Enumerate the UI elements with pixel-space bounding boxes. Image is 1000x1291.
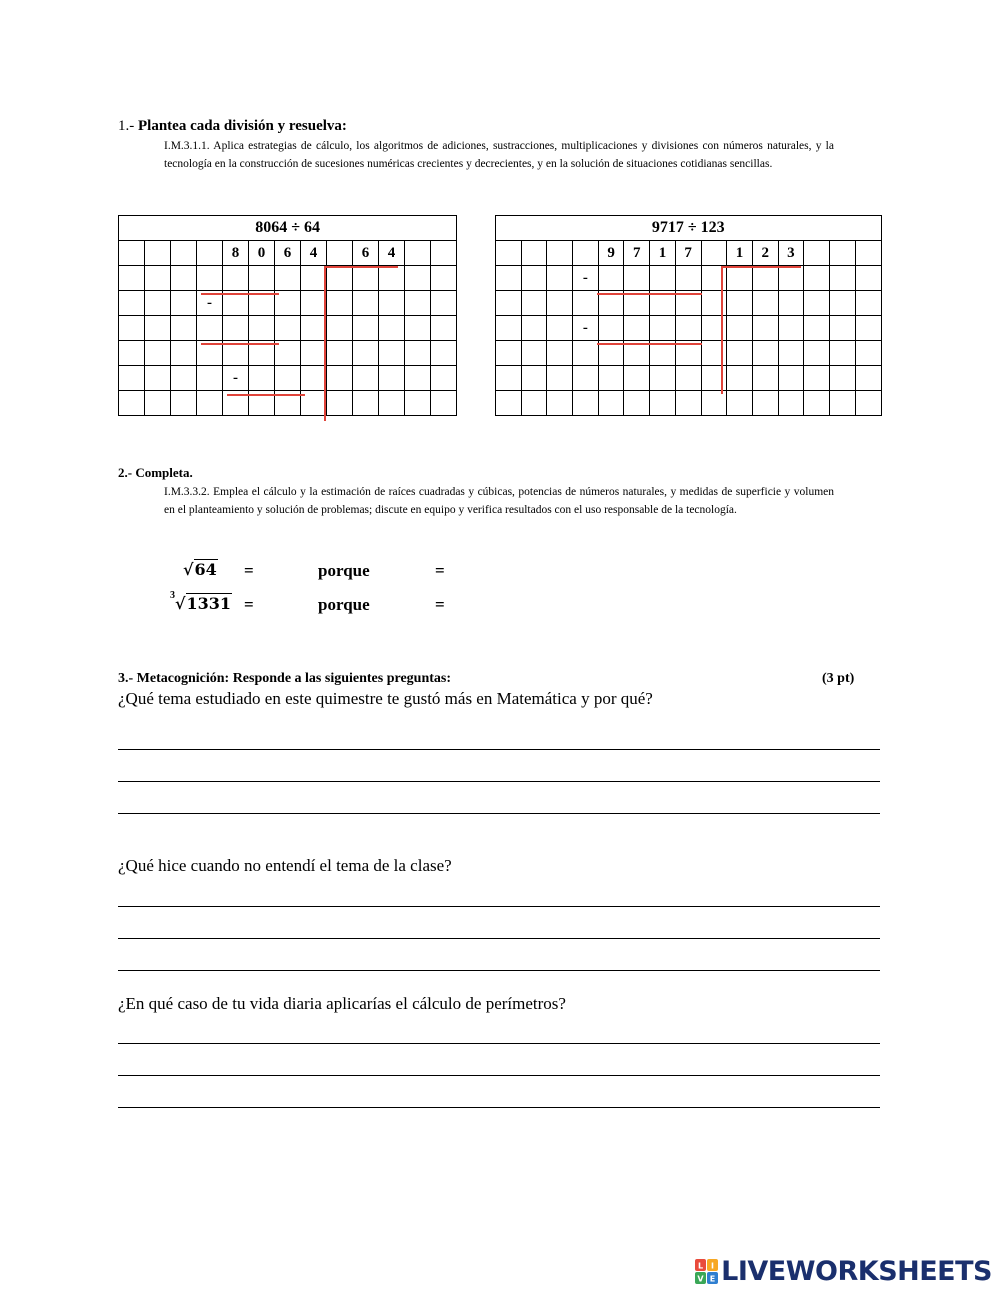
grid-cell[interactable]	[778, 391, 804, 416]
answer-line[interactable]	[118, 1107, 880, 1108]
grid-cell[interactable]	[301, 316, 327, 341]
grid-cell[interactable]	[496, 366, 522, 391]
dividend-digit: 0	[249, 241, 275, 266]
grid-cell[interactable]	[855, 241, 881, 266]
liveworksheets-logo-icon	[695, 1259, 719, 1285]
subtraction-line	[201, 293, 279, 295]
divisor-digit: 4	[379, 241, 405, 266]
grid-cell[interactable]	[829, 391, 855, 416]
grid-cell[interactable]	[379, 391, 405, 416]
grid-cell[interactable]	[521, 316, 547, 341]
divisor-digit: 6	[353, 241, 379, 266]
grid-cell[interactable]	[804, 316, 830, 341]
grid-cell[interactable]	[675, 316, 701, 341]
division-grid-1	[118, 215, 457, 416]
grid-cell[interactable]	[521, 341, 547, 366]
grid-cell[interactable]	[301, 291, 327, 316]
grid-cell[interactable]	[405, 391, 431, 416]
minus-sign: -	[223, 366, 249, 391]
dividend-digit: 7	[675, 241, 701, 266]
grid-cell[interactable]	[804, 366, 830, 391]
grid-cell[interactable]	[727, 366, 753, 391]
grid-cell[interactable]	[145, 266, 171, 291]
grid-cell[interactable]	[119, 341, 145, 366]
grid-cell[interactable]	[624, 366, 650, 391]
divisor-digit: 1	[727, 241, 753, 266]
grid-cell[interactable]	[301, 366, 327, 391]
grid-cell[interactable]	[171, 341, 197, 366]
minus-sign: -	[573, 316, 599, 341]
grid-cell[interactable]	[804, 266, 830, 291]
grid-cell[interactable]	[275, 366, 301, 391]
grid-cell[interactable]	[675, 391, 701, 416]
grid-cell[interactable]	[829, 241, 855, 266]
grid-cell[interactable]	[727, 316, 753, 341]
svg-text:E: E	[709, 1274, 716, 1283]
grid-cell[interactable]	[171, 366, 197, 391]
grid-cell[interactable]	[521, 391, 547, 416]
grid-cell[interactable]	[431, 241, 457, 266]
grid-cell[interactable]	[353, 291, 379, 316]
section1-title: Plantea cada división y resuelva:	[138, 118, 347, 134]
grid-cell[interactable]	[327, 341, 353, 366]
grid-cell[interactable]	[379, 341, 405, 366]
grid-cell[interactable]	[171, 316, 197, 341]
grid-cell[interactable]	[547, 391, 573, 416]
section1-heading	[118, 118, 347, 135]
grid-cell[interactable]	[496, 316, 522, 341]
answer-line[interactable]	[118, 938, 880, 939]
grid-cell[interactable]	[405, 366, 431, 391]
grid-cell[interactable]	[573, 241, 599, 266]
dividend-digit: 6	[275, 241, 301, 266]
svg-text:V: V	[697, 1274, 704, 1283]
grid-cell[interactable]	[829, 316, 855, 341]
grid-cell[interactable]	[496, 291, 522, 316]
grid-cell[interactable]	[249, 266, 275, 291]
grid-cell[interactable]	[521, 366, 547, 391]
grid-cell[interactable]	[405, 316, 431, 341]
question-1: ¿Qué tema estudiado en este quimestre te gustó más en Matemática y por qué?	[118, 689, 653, 708]
grid-cell[interactable]	[145, 341, 171, 366]
section1-indicator: I.M.3.1.1. Aplica estrategias de cálculo, los algoritmos de adiciones, sustracciones, multiplicaciones y divisiones con números naturales, y la tecnología en la construcción de sucesiones numéricas crecientes y decrecientes, y en la solución de situaciones cotidianas sencillas.	[164, 140, 834, 170]
grid-cell[interactable]	[301, 266, 327, 291]
division-bracket-horizontal	[723, 266, 801, 268]
grid-cell[interactable]	[804, 291, 830, 316]
division-bracket-horizontal	[326, 266, 398, 268]
grid-cell[interactable]	[145, 241, 171, 266]
equals-sign: =	[244, 595, 254, 614]
grid-cell[interactable]	[650, 366, 676, 391]
grid-cell[interactable]	[171, 241, 197, 266]
grid-cell[interactable]	[379, 266, 405, 291]
question-3: ¿En qué caso de tu vida diaria aplicarías el cálculo de perímetros?	[118, 994, 566, 1013]
grid-cell[interactable]	[804, 341, 830, 366]
grid-cell[interactable]	[327, 291, 353, 316]
grid-cell[interactable]	[223, 266, 249, 291]
divisor-digit: 2	[752, 241, 778, 266]
grid-cell[interactable]	[727, 266, 753, 291]
grid-cell[interactable]	[675, 266, 701, 291]
grid-cell[interactable]	[855, 366, 881, 391]
grid-cell[interactable]	[829, 266, 855, 291]
equals-sign: =	[435, 561, 445, 580]
grid-cell[interactable]	[804, 241, 830, 266]
grid-cell[interactable]	[496, 341, 522, 366]
grid-cell[interactable]	[275, 266, 301, 291]
grid-cell[interactable]	[249, 366, 275, 391]
grid-cell[interactable]	[431, 391, 457, 416]
grid-cell[interactable]	[405, 241, 431, 266]
grid-cell[interactable]	[624, 266, 650, 291]
square-root-expression	[183, 560, 218, 580]
grid-cell[interactable]	[521, 291, 547, 316]
grid-cell[interactable]	[573, 366, 599, 391]
grid-cell[interactable]	[778, 341, 804, 366]
grid-cell[interactable]	[353, 266, 379, 291]
grid-cell[interactable]	[197, 391, 223, 416]
grid-cell[interactable]	[327, 391, 353, 416]
grid-cell[interactable]	[327, 241, 353, 266]
grid-cell[interactable]	[353, 366, 379, 391]
radical-sign-icon: √	[183, 560, 194, 579]
grid-cell[interactable]	[701, 241, 727, 266]
grid-cell[interactable]	[353, 341, 379, 366]
grid-cell[interactable]	[752, 391, 778, 416]
grid-cell[interactable]	[223, 316, 249, 341]
grid-cell[interactable]	[119, 391, 145, 416]
grid-cell[interactable]	[119, 266, 145, 291]
grid-cell[interactable]	[145, 316, 171, 341]
equals-sign: =	[435, 595, 445, 614]
subtraction-line	[227, 394, 305, 396]
grid-cell[interactable]	[598, 366, 624, 391]
grid-cell[interactable]	[197, 316, 223, 341]
grid-cell[interactable]	[496, 391, 522, 416]
grid-cell[interactable]	[496, 266, 522, 291]
dividend-digit: 8	[223, 241, 249, 266]
grid-cell[interactable]	[650, 316, 676, 341]
liveworksheets-brand	[695, 1256, 992, 1287]
grid-cell[interactable]	[650, 391, 676, 416]
answer-line[interactable]	[118, 906, 880, 907]
grid-cell[interactable]	[804, 391, 830, 416]
grid-cell[interactable]	[573, 341, 599, 366]
grid-cell[interactable]	[547, 366, 573, 391]
subtraction-line	[597, 293, 702, 295]
dividend-digit: 1	[650, 241, 676, 266]
grid-cell[interactable]	[547, 266, 573, 291]
answer-line[interactable]	[118, 1043, 880, 1044]
answer-line[interactable]	[118, 970, 880, 971]
grid-cell[interactable]	[727, 291, 753, 316]
grid-cell[interactable]	[855, 341, 881, 366]
grid-cell[interactable]	[778, 316, 804, 341]
grid-cell[interactable]	[275, 316, 301, 341]
brand-name: LIVEWORKSHEETS	[721, 1256, 992, 1287]
grid-cell[interactable]	[145, 391, 171, 416]
division-bracket-vertical	[721, 266, 723, 394]
grid-cell[interactable]	[431, 341, 457, 366]
answer-line[interactable]	[118, 813, 880, 814]
grid-cell[interactable]	[752, 316, 778, 341]
points-label: (3 pt)	[822, 671, 855, 686]
grid-cell[interactable]	[778, 366, 804, 391]
radical-sign-icon: √	[175, 594, 186, 613]
grid-cell[interactable]	[327, 366, 353, 391]
division-grid-2	[495, 215, 882, 416]
grid-cell[interactable]	[119, 366, 145, 391]
grid-cell[interactable]	[573, 291, 599, 316]
grid-cell[interactable]	[379, 316, 405, 341]
grid-cell[interactable]	[327, 266, 353, 291]
grid-cell[interactable]	[496, 241, 522, 266]
division-grid-1-header: 8064 ÷ 64	[119, 216, 457, 241]
section3-title: 3.- Metacognición: Responde a las siguientes preguntas:	[118, 671, 452, 686]
porque-label: porque	[318, 595, 370, 614]
grid-cell[interactable]	[829, 366, 855, 391]
equals-sign: =	[244, 561, 254, 580]
radicand: 1331	[186, 594, 232, 613]
grid-cell[interactable]	[145, 366, 171, 391]
grid-cell[interactable]	[301, 341, 327, 366]
grid-cell[interactable]	[353, 316, 379, 341]
section2-title: 2.- Completa.	[118, 465, 193, 480]
section2-indicator: I.M.3.3.2. Emplea el cálculo y la estimación de raíces cuadradas y cúbicas, potencias de números naturales, y medidas de superficie y volumen en el planteamiento y solución de problemas; discute en equipo y verifica resultados con el uso responsable de la tecnología.	[164, 486, 834, 516]
grid-cell[interactable]	[547, 291, 573, 316]
radicand: 64	[194, 560, 217, 579]
grid-cell[interactable]	[598, 266, 624, 291]
grid-cell[interactable]	[598, 316, 624, 341]
grid-cell[interactable]	[547, 316, 573, 341]
grid-cell[interactable]	[119, 291, 145, 316]
grid-cell[interactable]	[547, 241, 573, 266]
grid-cell[interactable]	[197, 241, 223, 266]
grid-cell[interactable]	[624, 316, 650, 341]
minus-sign: -	[197, 291, 223, 316]
divisor-digit: 3	[778, 241, 804, 266]
grid-cell[interactable]	[249, 316, 275, 341]
grid-cell[interactable]	[145, 291, 171, 316]
grid-cell[interactable]	[598, 391, 624, 416]
grid-cell[interactable]	[855, 266, 881, 291]
porque-label: porque	[318, 561, 370, 580]
minus-sign: -	[573, 266, 599, 291]
division-grid-2-header: 9717 ÷ 123	[496, 216, 882, 241]
grid-cell[interactable]	[327, 316, 353, 341]
grid-cell[interactable]	[431, 366, 457, 391]
dividend-digit: 4	[301, 241, 327, 266]
grid-cell[interactable]	[353, 391, 379, 416]
subtraction-line	[201, 343, 279, 345]
grid-cell[interactable]	[521, 266, 547, 291]
grid-cell[interactable]	[752, 291, 778, 316]
section1-number: 1.-	[118, 118, 135, 134]
grid-cell[interactable]	[650, 266, 676, 291]
grid-cell[interactable]	[379, 291, 405, 316]
grid-cell[interactable]	[119, 316, 145, 341]
grid-cell[interactable]	[171, 291, 197, 316]
grid-cell[interactable]	[171, 266, 197, 291]
grid-cell[interactable]	[171, 391, 197, 416]
answer-line[interactable]	[118, 749, 880, 750]
grid-cell[interactable]	[855, 291, 881, 316]
svg-text:L: L	[698, 1261, 704, 1270]
dividend-digit: 9	[598, 241, 624, 266]
grid-cell[interactable]	[573, 391, 599, 416]
division-bracket-vertical	[324, 266, 326, 421]
grid-cell[interactable]	[119, 241, 145, 266]
grid-cell[interactable]	[547, 341, 573, 366]
grid-cell[interactable]	[197, 266, 223, 291]
grid-cell[interactable]	[701, 391, 727, 416]
grid-cell[interactable]	[197, 366, 223, 391]
grid-cell[interactable]	[727, 341, 753, 366]
grid-cell[interactable]	[405, 341, 431, 366]
answer-line[interactable]	[118, 1075, 880, 1076]
grid-cell[interactable]	[431, 291, 457, 316]
grid-cell[interactable]	[778, 291, 804, 316]
grid-cell[interactable]	[829, 341, 855, 366]
grid-cell[interactable]	[727, 391, 753, 416]
subtraction-line	[597, 343, 702, 345]
grid-cell[interactable]	[431, 266, 457, 291]
root-index: 3	[170, 590, 175, 602]
cube-root-expression	[170, 590, 232, 614]
question-2: ¿Qué hice cuando no entendí el tema de la clase?	[118, 856, 452, 875]
grid-cell[interactable]	[829, 291, 855, 316]
grid-cell[interactable]	[752, 341, 778, 366]
grid-cell[interactable]	[431, 316, 457, 341]
grid-cell[interactable]	[855, 316, 881, 341]
dividend-digit: 7	[624, 241, 650, 266]
grid-cell[interactable]	[778, 266, 804, 291]
grid-cell[interactable]	[379, 366, 405, 391]
grid-cell[interactable]	[405, 291, 431, 316]
grid-cell[interactable]	[752, 266, 778, 291]
grid-cell[interactable]	[752, 366, 778, 391]
grid-cell[interactable]	[675, 366, 701, 391]
grid-cell[interactable]	[521, 241, 547, 266]
grid-cell[interactable]	[855, 391, 881, 416]
answer-line[interactable]	[118, 781, 880, 782]
grid-cell[interactable]	[405, 266, 431, 291]
grid-cell[interactable]	[624, 391, 650, 416]
svg-text:I: I	[711, 1261, 715, 1270]
